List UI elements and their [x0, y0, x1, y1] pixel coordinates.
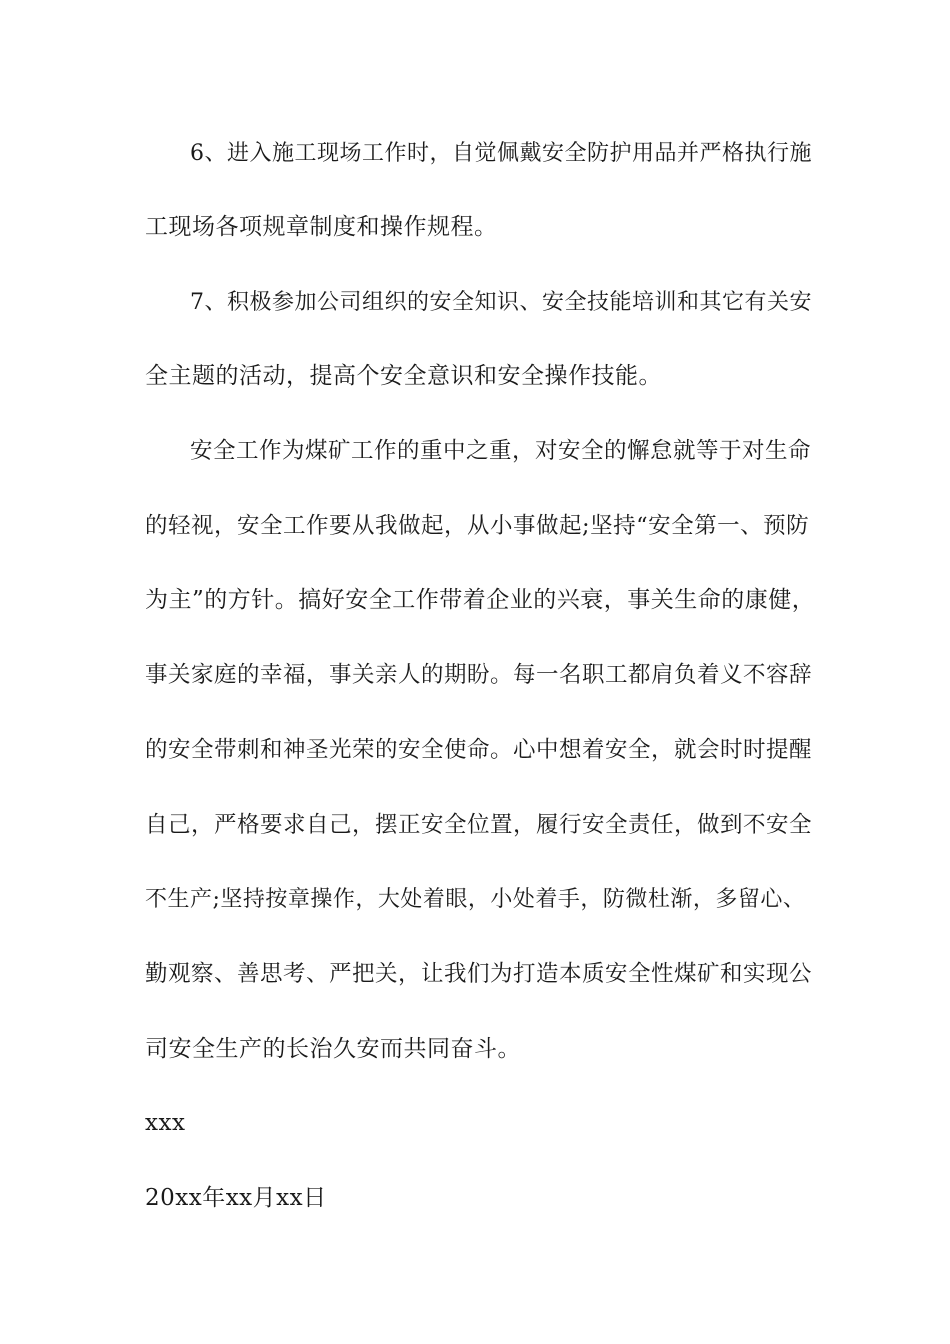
- paragraph-6-line-1: 6、进入施工现场工作时，自觉佩戴安全防护用品并严格执行施: [190, 141, 812, 166]
- closing-paragraph-line-4: 事关家庭的幸福，事关亲人的期盼。每一名职工都肩负着义不容辞: [145, 662, 813, 688]
- closing-paragraph-line-7: 不生产;坚持按章操作，大处着眼，小处着手，防微杜渐，多留心、: [145, 887, 806, 912]
- signature: xxx: [145, 1110, 186, 1136]
- closing-paragraph-line-8: 勤观察、善思考、严把关，让我们为打造本质安全性煤矿和实现公: [145, 961, 813, 987]
- paragraph-7-line-2: 全主题的活动，提高个安全意识和安全操作技能。: [145, 363, 662, 389]
- closing-paragraph-line-3: 为主”的方针。搞好安全工作带着企业的兴衰，事关生命的康健，: [145, 587, 816, 613]
- closing-paragraph-line-5: 的安全带刺和神圣光荣的安全使命。心中想着安全，就会时时提醒: [145, 737, 813, 763]
- closing-paragraph-line-1: 安全工作为煤矿工作的重中之重，对安全的懈怠就等于对生命: [190, 438, 812, 464]
- closing-paragraph-line-9: 司安全生产的长治久安而共同奋斗。: [145, 1036, 521, 1062]
- closing-paragraph-line-6: 自己，严格要求自己，摆正安全位置，履行安全责任，做到不安全: [145, 812, 813, 838]
- closing-paragraph-line-2: 的轻视，安全工作要从我做起，从小事做起;坚持“安全第一、预防: [145, 513, 810, 539]
- paragraph-6-line-2: 工现场各项规章制度和操作规程。: [145, 214, 498, 240]
- paragraph-7-line-1: 7、积极参加公司组织的安全知识、安全技能培训和其它有关安: [190, 290, 812, 315]
- date: 20xx年xx月xx日: [145, 1185, 327, 1211]
